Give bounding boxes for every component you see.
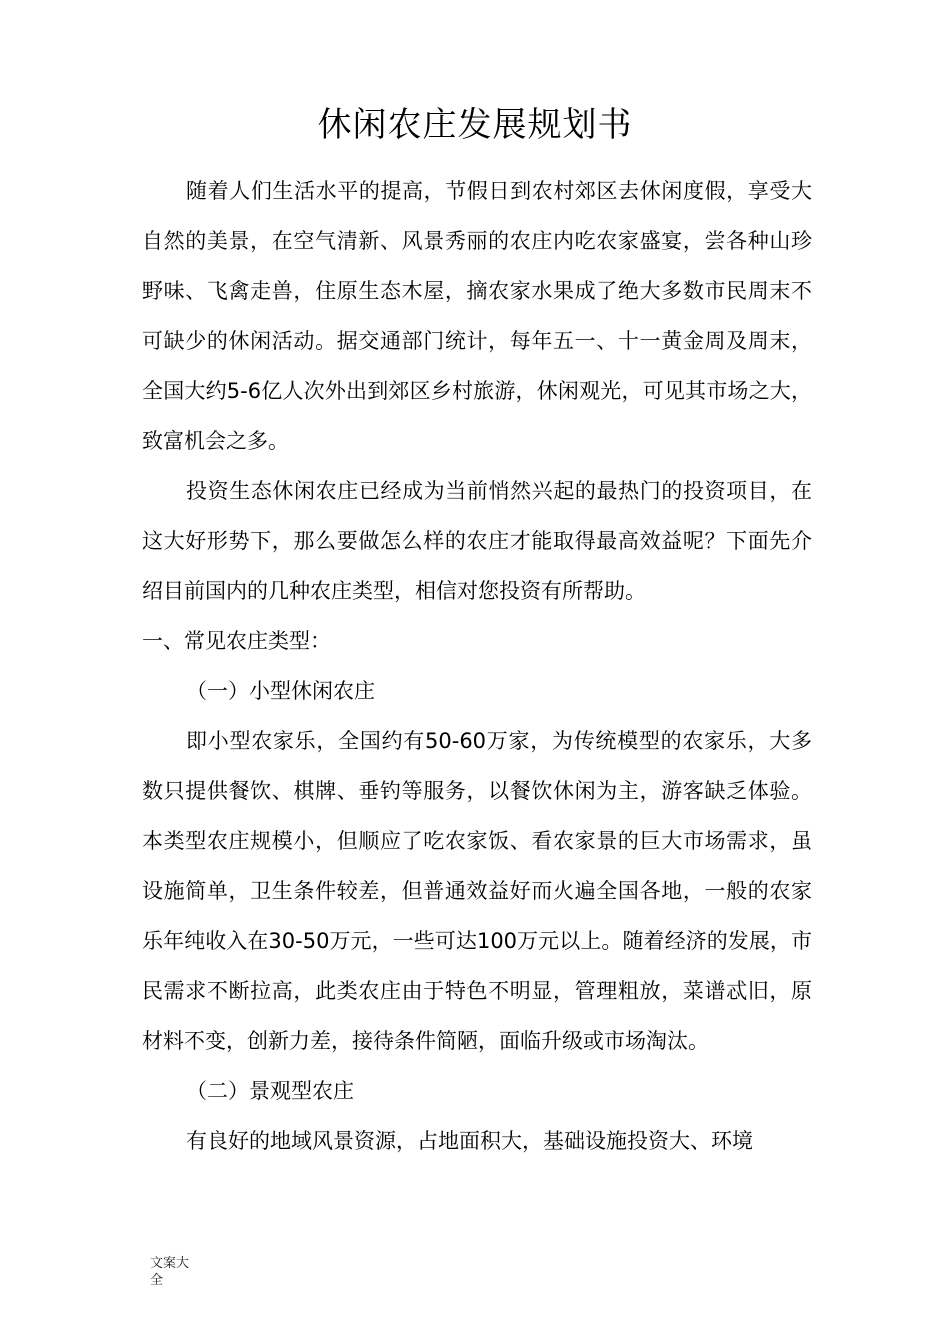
paragraph-landscape-farm: 有良好的地域风景资源，占地面积大，基础设施投资大、环境 [186,1129,753,1153]
document-body [142,166,812,1166]
section-heading-farm-types: 一、常见农庄类型： [142,629,331,653]
document-title: 休闲农庄发展规划书 [317,105,633,145]
subsection-heading-small-farm: （一）小型休闲农庄 [186,679,375,703]
paragraph-investment: 投资生态休闲农庄已经成为当前悄然兴起的最热门的投资项目，在这大好形势下，那么要做怎么样的农庄才能取得最高效益呢？下面先介绍目前国内的几种农庄类型，相信对您投资有所帮助。 [142,479,812,603]
page-footer: 文案大全 [150,1256,190,1288]
paragraph-intro: 随着人们生活水平的提高，节假日到农村郊区去休闲度假，享受大自然的美景，在空气清新、风景秀丽的农庄内吃农家盛宴，尝各种山珍野味、飞禽走兽，住原生态木屋，摘农家水果成了绝大多数市民周末不可缺少的休闲活动。据交通部门统计，每年五一、十一黄金周及周末，全国大约5-6亿人次外出到郊区乡村旅游，休闲观光，可见其市场之大，致富机会之多。 [142,179,812,453]
paragraph-small-farm: 即小型农家乐，全国约有50-60万家，为传统模型的农家乐，大多数只提供餐饮、棋牌、垂钓等服务，以餐饮休闲为主，游客缺乏体验。本类型农庄规模小，但顺应了吃农家饭、看农家景的巨大市场需求，虽设施简单，卫生条件较差，但普通效益好而火遍全国各地，一般的农家乐年纯收入在30-50万元，一些可达100万元以上。随着经济的发展，市民需求不断拉高，此类农庄由于特色不明显，管理粗放，菜谱忒旧，原材料不变，创新力差，接待条件简陋，面临升级或市场淘汰。 [142,729,812,1053]
subsection-heading-landscape-farm: （二）景观型农庄 [186,1079,354,1103]
